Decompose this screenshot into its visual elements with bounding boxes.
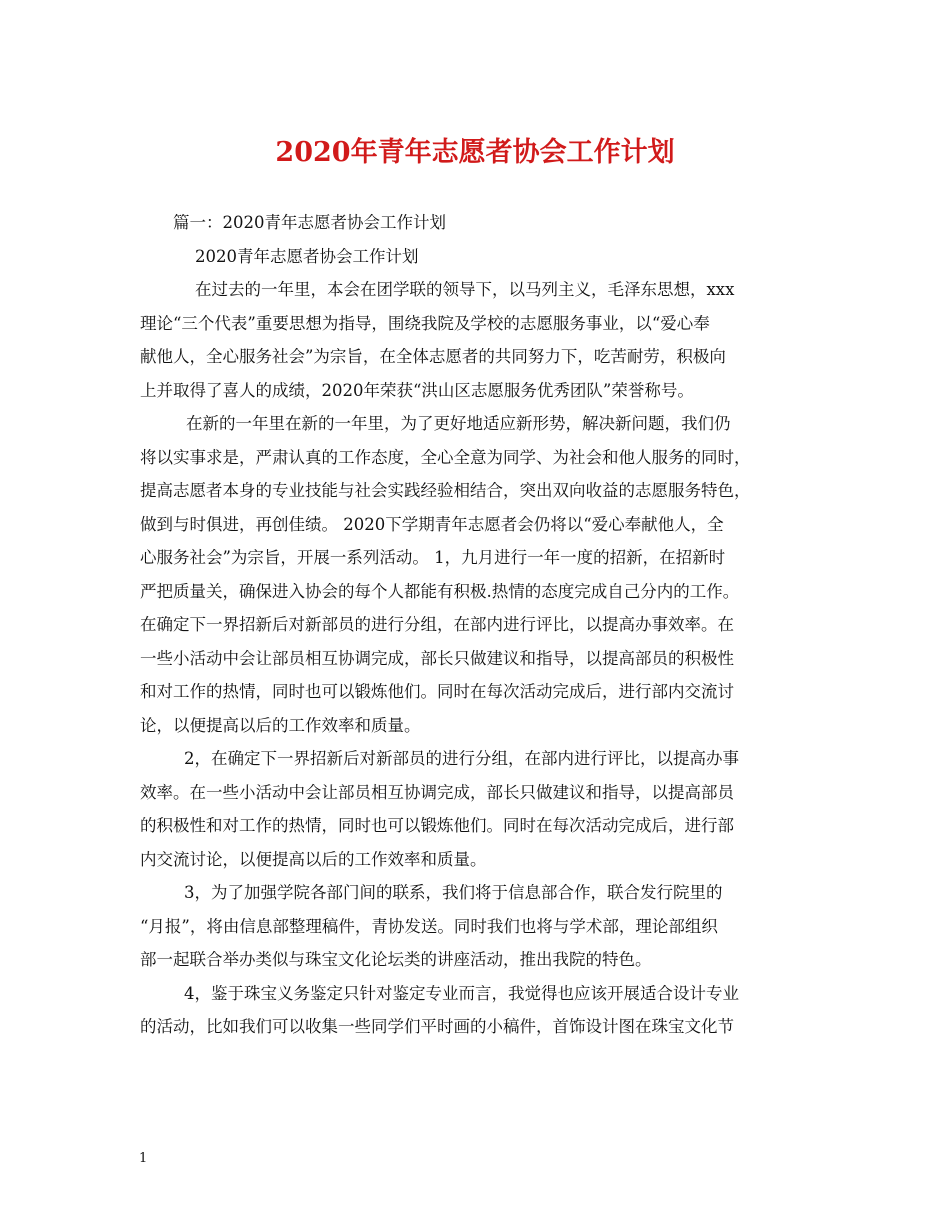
text-line: 将以实事求是，严肃认真的工作态度，全心全意为同学、为社会和他人服务的同时， bbox=[140, 447, 751, 467]
paragraph-5 bbox=[140, 977, 812, 1044]
paragraph-1 bbox=[140, 273, 812, 407]
text-line: 的活动，比如我们可以收集一些同学们平时画的小稿件，首饰设计图在珠宝文化节 bbox=[140, 1017, 734, 1036]
text-line: 在过去的一年里，本会在团学联的领导下，以马列主义，毛泽东思想，xxx bbox=[195, 280, 735, 299]
text-line: 献他人，全心服务社会”为宗旨，在全体志愿者的共同努力下，吃苦耐劳，积极向 bbox=[140, 347, 726, 366]
text-line: 内交流讨论，以便提高以后的工作效率和质量。 bbox=[140, 849, 487, 869]
text-line: 3，为了加强学院各部门间的联系，我们将于信息部合作，联合发行院里的 bbox=[184, 883, 723, 902]
text-line: 2，在确定下一界招新后对新部员的进行分组，在部内进行评比，以提高办事 bbox=[184, 749, 739, 768]
text-line: 提高志愿者本身的专业技能与社会实践经验相结合，突出双向收益的志愿服务特色， bbox=[140, 481, 751, 500]
page-number: 1 bbox=[139, 1151, 148, 1166]
paragraph-4 bbox=[140, 876, 812, 977]
text-line: 效率。在一些小活动中会让部员相互协调完成，部长只做建议和指导，以提高部员 bbox=[140, 782, 734, 802]
text-line: “月报”，将由信息部整理稿件，青协发送。同时我们也将与学术部，理论部组织 bbox=[140, 916, 718, 936]
text-line: 在新的一年里在新的一年里，为了更好地适应新形势，解决新问题，我们仍 bbox=[186, 414, 731, 433]
document-body bbox=[140, 206, 812, 1044]
heading-plan bbox=[140, 240, 812, 274]
text-line: 做到与时俱进，再创佳绩。 2020下学期青年志愿者会仍将以“爱心奉献他人，全 bbox=[140, 514, 724, 534]
text-line: 心服务社会”为宗旨，开展一系列活动。 1，九月进行一年一度的招新，在招新时 bbox=[140, 548, 726, 567]
text-line: 部一起联合举办类似与珠宝文化论坛类的讲座活动，推出我院的特色。 bbox=[140, 950, 652, 969]
text-line: 一些小活动中会让部员相互协调完成，部长只做建议和指导，以提高部员的积极性 bbox=[140, 648, 734, 668]
text-line: 和对工作的热情，同时也可以锻炼他们。同时在每次活动完成后，进行部内交流讨 bbox=[140, 682, 734, 701]
document-title: 2020年青年志愿者协会工作计划 bbox=[275, 137, 675, 168]
text-line: 上并取得了喜人的成绩，2020年荣获“洪山区志愿服务优秀团队”荣誉称号。 bbox=[140, 380, 694, 400]
heading-plan-text: 2020青年志愿者协会工作计划 bbox=[195, 246, 419, 266]
text-line: 在确定下一界招新后对新部员的进行分组，在部内进行评比，以提高办事效率。在 bbox=[140, 615, 734, 634]
text-line: 4，鉴于珠宝义务鉴定只针对鉴定专业而言，我觉得也应该开展适合设计专业 bbox=[184, 983, 739, 1003]
paragraph-3 bbox=[140, 742, 812, 876]
text-line: 的积极性和对工作的热情，同时也可以锻炼他们。同时在每次活动完成后，进行部 bbox=[140, 816, 734, 835]
text-line: 严把质量关，确保进入协会的每个人都能有积极.热情的态度完成自己分内的工作。 bbox=[140, 581, 740, 601]
heading-chapter bbox=[140, 206, 812, 240]
heading-chapter-text: 篇一：2020青年志愿者协会工作计划 bbox=[173, 213, 446, 232]
text-line: 理论“三个代表”重要思想为指导，围绕我院及学校的志愿服务事业，以“爱心奉 bbox=[140, 313, 710, 333]
text-line: 论，以便提高以后的工作效率和质量。 bbox=[140, 715, 421, 735]
paragraph-2 bbox=[140, 407, 812, 742]
